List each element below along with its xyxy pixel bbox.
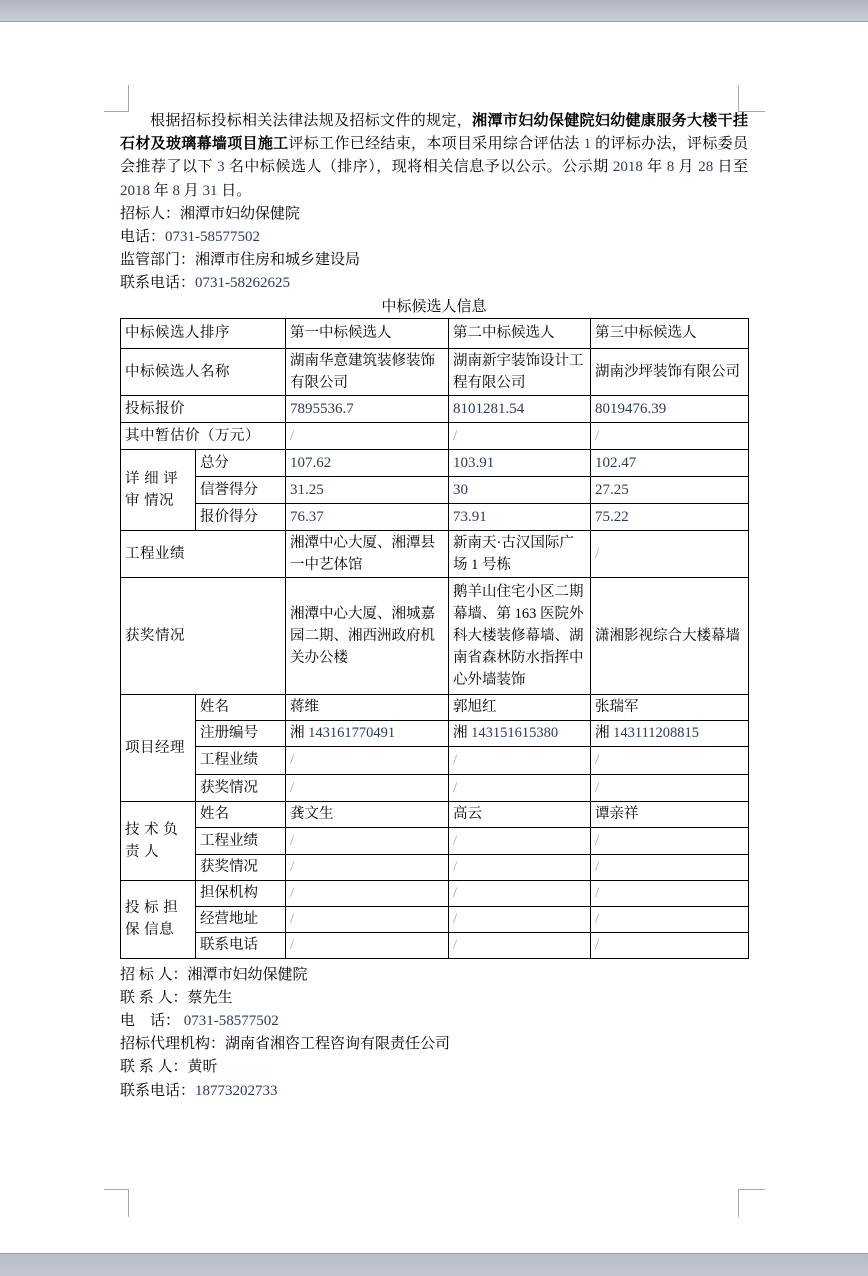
table-title: 中标候选人信息 <box>381 298 487 315</box>
registration-number: 143151615380 <box>471 725 559 742</box>
intro-segment: 日至 <box>717 159 749 176</box>
intro-paragraph <box>120 110 748 203</box>
row-sublabel: 经营地址 <box>196 906 286 932</box>
supervisor-line <box>120 249 748 272</box>
tenderer-line <box>120 203 748 226</box>
table-cell: 湖南华意建筑装修装饰有限公司 <box>286 348 449 395</box>
contact-person-line <box>120 987 748 1010</box>
table-cell: 郭旭红 <box>449 694 591 720</box>
intro-number: 3 <box>212 159 229 176</box>
table-row <box>121 503 749 530</box>
table-cell: 107.62 <box>286 449 449 476</box>
table-cell: 湘潭中心大厦、湘潭县一中艺体馆 <box>286 530 449 577</box>
table-cell: 8019476.39 <box>591 395 749 422</box>
table-cell: / <box>286 774 449 801</box>
row-sublabel: 获奖情况 <box>196 774 286 801</box>
table-cell: / <box>591 827 749 854</box>
table-cell <box>591 720 749 746</box>
row-label: 其中暂估价（万元） <box>121 422 286 449</box>
table-cell: 102.47 <box>591 449 749 476</box>
intro-number: 28 <box>694 159 718 176</box>
registration-prefix: 湘 <box>290 725 309 742</box>
row-sublabel: 担保机构 <box>196 880 286 906</box>
intro-number: 8 <box>662 159 679 176</box>
text-boundary-mark-bottom-right <box>738 1189 765 1217</box>
registration-number: 143111208815 <box>613 725 700 742</box>
table-cell: / <box>591 746 749 774</box>
table-cell: / <box>591 880 749 906</box>
intro-number: 8 <box>168 182 184 199</box>
contact-label: 招标人： <box>120 205 181 222</box>
table-cell: 湖南沙坪装饰有限公司 <box>591 348 749 395</box>
intro-segment: 根据招标投标相关法律法规及招标文件的规定， <box>150 113 473 129</box>
table-cell <box>449 720 591 746</box>
table-cell: / <box>591 932 749 958</box>
document-content <box>120 110 748 1103</box>
row-label: 获奖情况 <box>121 577 286 694</box>
table-cell: 103.91 <box>449 449 591 476</box>
footer-contacts <box>120 964 748 1103</box>
table-row <box>121 746 749 774</box>
contact-value: 湘潭市住房和城乡建设局 <box>195 252 361 269</box>
table-cell: / <box>449 932 591 958</box>
row-group-label: 投 标 担 保 信息 <box>121 880 196 958</box>
table-cell: 鹅羊山住宅小区二期幕墙、第 163 医院外科大楼装修幕墙、湖南省森林防水指挥中心外墙装饰 <box>449 577 591 694</box>
table-cell: / <box>286 906 449 932</box>
row-sublabel: 总分 <box>196 449 286 476</box>
contact-value: 湘潭市妇幼保健院 <box>187 966 308 983</box>
table-cell: / <box>449 422 591 449</box>
contact-label: 招标代理机构： <box>120 1036 226 1053</box>
table-cell: / <box>449 774 591 801</box>
table-cell: 谭亲祥 <box>591 801 749 827</box>
table-row <box>121 854 749 880</box>
row-group-label: 详 细 评 审 情况 <box>121 449 196 530</box>
table-cell: 湘潭中心大厦、湘城嘉园二期、湘西洲政府机关办公楼 <box>286 577 449 694</box>
table-cell: / <box>286 422 449 449</box>
table-row <box>121 880 749 906</box>
table-row <box>121 395 749 422</box>
row-group-label: 技 术 负 责 人 <box>121 801 196 880</box>
intro-number: 1 <box>579 136 596 153</box>
contact-label: 监管部门： <box>120 252 196 269</box>
table-row <box>121 422 749 449</box>
tenderer-line <box>120 964 748 987</box>
row-sublabel: 获奖情况 <box>196 854 286 880</box>
table-cell: 张瑞军 <box>591 694 749 720</box>
candidates-table <box>120 318 749 959</box>
table-cell: 76.37 <box>286 503 449 530</box>
table-row <box>121 827 749 854</box>
table-cell: / <box>449 906 591 932</box>
column-header: 第三中标候选人 <box>591 318 749 348</box>
table-cell: / <box>449 854 591 880</box>
contact-person-line <box>120 1056 748 1079</box>
contact-value: 0731-58262625 <box>195 275 291 292</box>
contact-label: 招 标 人： <box>120 966 188 983</box>
row-sublabel: 工程业绩 <box>196 827 286 854</box>
contact-value: 黄昕 <box>187 1059 218 1076</box>
contact-value: 0731-58577502 <box>183 1013 279 1030</box>
row-sublabel: 工程业绩 <box>196 746 286 774</box>
table-cell: / <box>286 880 449 906</box>
contact-label: 联 系 人： <box>120 1059 188 1076</box>
app-background-bottom <box>0 1253 868 1276</box>
table-cell: / <box>449 880 591 906</box>
table-cell: 75.22 <box>591 503 749 530</box>
table-cell: / <box>449 827 591 854</box>
table-cell: / <box>591 422 749 449</box>
table-cell: / <box>286 827 449 854</box>
row-group-label: 项目经理 <box>121 694 196 801</box>
intro-number: 2018 <box>120 182 154 199</box>
intro-segment: 年 <box>647 159 663 176</box>
text-boundary-mark-top-right <box>738 85 765 112</box>
table-row <box>121 318 749 348</box>
table-cell: 27.25 <box>591 476 749 503</box>
table-cell <box>286 720 449 746</box>
table-cell: / <box>591 530 749 577</box>
registration-prefix: 湘 <box>453 725 472 742</box>
row-sublabel: 姓名 <box>196 694 286 720</box>
phone-line <box>120 1010 748 1033</box>
table-cell: / <box>286 746 449 774</box>
contact-value: 0731-58577502 <box>165 229 261 246</box>
text-boundary-mark-top-left <box>104 85 129 112</box>
intro-segment: 月 <box>183 182 199 199</box>
table-cell: 高云 <box>449 801 591 827</box>
intro-segment-project-name: 湘潭市妇幼保健院妇幼健康服务大楼干挂石材及玻璃幕墙项目施工 <box>120 113 748 153</box>
contact-value: 18773202733 <box>195 1082 278 1099</box>
phone-line <box>120 226 748 249</box>
intro-segment: 日。 <box>221 182 252 199</box>
table-cell: / <box>591 774 749 801</box>
contact-value: 蔡先生 <box>187 989 233 1006</box>
intro-segment: 月 <box>678 159 695 176</box>
contact-label: 联 系 人： <box>120 989 188 1006</box>
row-label: 投标报价 <box>121 395 286 422</box>
table-row <box>121 801 749 827</box>
registration-prefix: 湘 <box>595 725 614 742</box>
row-label: 工程业绩 <box>121 530 286 577</box>
row-sublabel: 信誉得分 <box>196 476 286 503</box>
intro-segment: 的评标办法，评标委员会推荐了以下 <box>120 136 748 176</box>
agency-line <box>120 1033 748 1056</box>
contact-label: 电 话： <box>120 1013 184 1030</box>
table-cell: 蒋维 <box>286 694 449 720</box>
app-background-top <box>0 0 868 22</box>
table-cell: 73.91 <box>449 503 591 530</box>
table-row <box>121 932 749 958</box>
table-cell: 湖南新宇装饰设计工程有限公司 <box>449 348 591 395</box>
row-sublabel: 联系电话 <box>196 932 286 958</box>
text-boundary-mark-bottom-left <box>104 1189 129 1217</box>
contact-label: 联系电话： <box>120 1082 196 1099</box>
row-sublabel: 姓名 <box>196 801 286 827</box>
table-row <box>121 449 749 476</box>
contact-phone-line <box>120 272 748 295</box>
row-label: 中标候选人名称 <box>121 348 286 395</box>
table-cell: 8101281.54 <box>449 395 591 422</box>
table-cell: 7895536.7 <box>286 395 449 422</box>
contact-label: 电话： <box>120 229 166 246</box>
contact-value: 湘潭市妇幼保健院 <box>180 205 301 222</box>
contact-value: 湖南省湘咨工程咨询有限责任公司 <box>225 1036 451 1053</box>
row-sublabel: 注册编号 <box>196 720 286 746</box>
table-row <box>121 694 749 720</box>
contact-phone-line <box>120 1080 748 1103</box>
table-row <box>121 476 749 503</box>
table-row <box>121 774 749 801</box>
table-cell: / <box>449 746 591 774</box>
intro-segment: 评标工作已经结束，本项目采用综合评估法 <box>288 136 580 153</box>
intro-segment: 名中标候选人（排序），现将相关信息予以公示。公示期 <box>228 159 609 176</box>
table-cell: 新南天·古汉国际广场 1 号栋 <box>449 530 591 577</box>
table-cell: / <box>286 932 449 958</box>
contact-label: 联系电话： <box>120 275 196 292</box>
intro-number: 31 <box>198 182 222 199</box>
table-cell: 龚文生 <box>286 801 449 827</box>
registration-number: 143161770491 <box>308 725 396 742</box>
column-header: 第二中标候选人 <box>449 318 591 348</box>
intro-number: 2018 <box>608 159 648 176</box>
table-cell: / <box>591 854 749 880</box>
table-row <box>121 720 749 746</box>
table-cell: / <box>286 854 449 880</box>
column-header: 第一中标候选人 <box>286 318 449 348</box>
table-row <box>121 530 749 577</box>
table-cell: 30 <box>449 476 591 503</box>
row-sublabel: 报价得分 <box>196 503 286 530</box>
table-row <box>121 906 749 932</box>
intro-segment: 年 <box>153 182 169 199</box>
table-cell: 31.25 <box>286 476 449 503</box>
table-cell: 潇湘影视综合大楼幕墙 <box>591 577 749 694</box>
table-cell: / <box>591 906 749 932</box>
table-row <box>121 348 749 395</box>
row-label: 中标候选人排序 <box>121 318 286 348</box>
table-row <box>121 577 749 694</box>
